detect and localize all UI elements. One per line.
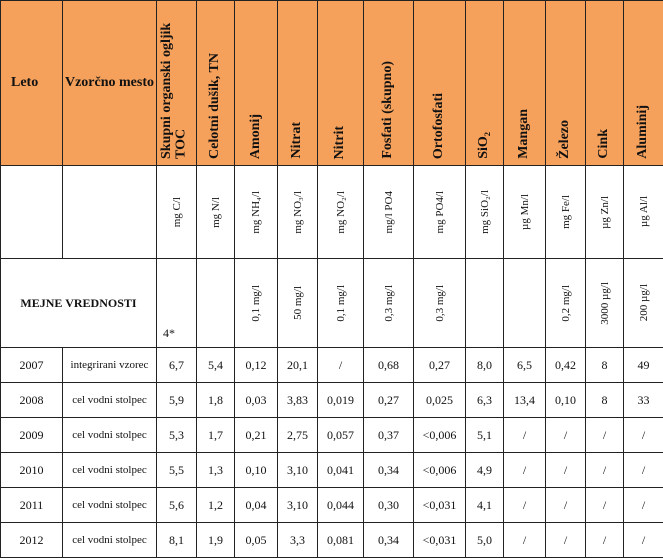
col-header-leto: Leto [1, 1, 63, 166]
cell-cink: / [586, 488, 624, 523]
unit-aluminij: µg Al/l [624, 166, 663, 259]
cell-cink: 8 [586, 383, 624, 418]
cell-mangan: / [504, 523, 546, 558]
cell-zelezo: 0,10 [546, 383, 586, 418]
cell-aluminij: / [624, 418, 663, 453]
unit-nitrat: mg NO₃/l [278, 166, 318, 259]
cell-year: 2011 [1, 488, 63, 523]
cell-ortofosfati: <0,006 [414, 418, 466, 453]
cell-toc: 5,6 [157, 488, 197, 523]
unit-amonij: mg NH₄/l [235, 166, 278, 259]
limit-ortofosfati: 0,3 mg/l [414, 259, 466, 348]
cell-ortofosfati: 0,27 [414, 348, 466, 383]
cell-sio2: 6,3 [466, 383, 504, 418]
cell-site: cel vodni stolpec [63, 383, 157, 418]
cell-nitrat: 3,10 [278, 453, 318, 488]
limit-mangan [504, 259, 546, 348]
cell-year: 2012 [1, 523, 63, 558]
cell-mangan: / [504, 418, 546, 453]
cell-amonij: 0,04 [235, 488, 278, 523]
cell-nitrit: 0,019 [318, 383, 364, 418]
cell-aluminij: 49 [624, 348, 663, 383]
table-row [1, 523, 663, 558]
cell-ortofosfati: 0,025 [414, 383, 466, 418]
cell-nitrit: 0,057 [318, 418, 364, 453]
cell-toc: 8,1 [157, 523, 197, 558]
cell-zelezo: / [546, 418, 586, 453]
cell-mangan: / [504, 488, 546, 523]
cell-amonij: 0,05 [235, 523, 278, 558]
limit-cink: 3000 µg/l [586, 259, 624, 348]
table-row [1, 383, 663, 418]
col-header-cink: Cink [586, 1, 624, 166]
unit-fosfati: mg/l PO4 [364, 166, 414, 259]
cell-year: 2010 [1, 453, 63, 488]
limit-nitrit: 0,1 mg/l [318, 259, 364, 348]
table-row [1, 488, 663, 523]
table-row [1, 348, 663, 383]
col-header-nitrat: Nitrat [278, 1, 318, 166]
cell-toc: 5,3 [157, 418, 197, 453]
cell-tn: 1,9 [197, 523, 235, 558]
cell-mangan: 6,5 [504, 348, 546, 383]
cell-tn: 1,2 [197, 488, 235, 523]
cell-nitrat: 2,75 [278, 418, 318, 453]
cell-amonij: 0,21 [235, 418, 278, 453]
col-header-aluminij: Aluminij [624, 1, 663, 166]
cell-cink: 8 [586, 348, 624, 383]
cell-nitrat: 3,83 [278, 383, 318, 418]
col-header-fosfati: Fosfati (skupno) [364, 1, 414, 166]
col-header-amonij: Amonij [235, 1, 278, 166]
limits-label: MEJNE VREDNOSTI [1, 259, 157, 348]
limit-sio2 [466, 259, 504, 348]
limit-zelezo: 0,2 mg/l [546, 259, 586, 348]
header-row [1, 1, 663, 166]
cell-cink: / [586, 523, 624, 558]
col-header-toc: Skupni organski ogljik TOC [157, 1, 197, 166]
cell-year: 2007 [1, 348, 63, 383]
cell-mangan: 13,4 [504, 383, 546, 418]
units-empty-site [63, 166, 157, 259]
cell-sio2: 4,1 [466, 488, 504, 523]
cell-tn: 1,3 [197, 453, 235, 488]
cell-cink: / [586, 418, 624, 453]
unit-toc: mg C/l [157, 166, 197, 259]
col-header-sio2: SiO₂ [466, 1, 504, 166]
unit-ortofosfati: mg PO4/l [414, 166, 466, 259]
cell-amonij: 0,10 [235, 453, 278, 488]
unit-mangan: µg Mn/l [504, 166, 546, 259]
cell-fosfati: 0,68 [364, 348, 414, 383]
cell-nitrat: 20,1 [278, 348, 318, 383]
limit-tn [197, 259, 235, 348]
table-row [1, 453, 663, 488]
col-header-mangan: Mangan [504, 1, 546, 166]
cell-nitrit: / [318, 348, 364, 383]
cell-aluminij: / [624, 523, 663, 558]
cell-tn: 1,7 [197, 418, 235, 453]
cell-tn: 1,8 [197, 383, 235, 418]
cell-site: cel vodni stolpec [63, 418, 157, 453]
cell-nitrit: 0,081 [318, 523, 364, 558]
cell-sio2: 5,0 [466, 523, 504, 558]
unit-zelezo: mg Fe/l [546, 166, 586, 259]
cell-mangan: / [504, 453, 546, 488]
unit-cink: µg Zn/l [586, 166, 624, 259]
cell-cink: / [586, 453, 624, 488]
cell-fosfati: 0,34 [364, 523, 414, 558]
cell-zelezo: 0,42 [546, 348, 586, 383]
col-header-ortofosfati: Ortofosfati [414, 1, 466, 166]
cell-site: integrirani vzorec [63, 348, 157, 383]
col-header-tn: Celotni dušik, TN [197, 1, 235, 166]
limit-fosfati: 0,3 mg/l [364, 259, 414, 348]
cell-zelezo: / [546, 523, 586, 558]
unit-nitrit: mg NO₂/l [318, 166, 364, 259]
cell-amonij: 0,03 [235, 383, 278, 418]
cell-sio2: 5,1 [466, 418, 504, 453]
unit-tn: mg N/l [197, 166, 235, 259]
cell-tn: 5,4 [197, 348, 235, 383]
col-header-nitrit: Nitrit [318, 1, 364, 166]
cell-year: 2008 [1, 383, 63, 418]
cell-amonij: 0,12 [235, 348, 278, 383]
table-row [1, 418, 663, 453]
limits-row [1, 259, 663, 348]
data-rows [1, 348, 663, 558]
cell-nitrit: 0,044 [318, 488, 364, 523]
cell-zelezo: / [546, 488, 586, 523]
cell-aluminij: 33 [624, 383, 663, 418]
cell-nitrit: 0,041 [318, 453, 364, 488]
units-row [1, 166, 663, 259]
cell-zelezo: / [546, 453, 586, 488]
cell-fosfati: 0,34 [364, 453, 414, 488]
cell-year: 2009 [1, 418, 63, 453]
cell-aluminij: / [624, 488, 663, 523]
units-empty-year [1, 166, 63, 259]
cell-site: cel vodni stolpec [63, 523, 157, 558]
col-header-vzorcno-mesto: Vzorčno mesto [63, 1, 157, 166]
limit-aluminij: 200 µg/l [624, 259, 663, 348]
cell-nitrat: 3,3 [278, 523, 318, 558]
cell-nitrat: 3,10 [278, 488, 318, 523]
cell-ortofosfati: <0,031 [414, 488, 466, 523]
cell-fosfati: 0,27 [364, 383, 414, 418]
cell-aluminij: / [624, 453, 663, 488]
limit-nitrat: 50 mg/l [278, 259, 318, 348]
limit-toc: 4* [157, 259, 197, 348]
cell-toc: 5,5 [157, 453, 197, 488]
cell-sio2: 4,9 [466, 453, 504, 488]
cell-fosfati: 0,30 [364, 488, 414, 523]
col-header-zelezo: Železo [546, 1, 586, 166]
cell-site: cel vodni stolpec [63, 453, 157, 488]
cell-sio2: 8,0 [466, 348, 504, 383]
cell-ortofosfati: <0,006 [414, 453, 466, 488]
cell-ortofosfati: <0,031 [414, 523, 466, 558]
limit-amonij: 0,1 mg/l [235, 259, 278, 348]
cell-toc: 6,7 [157, 348, 197, 383]
cell-site: cel vodni stolpec [63, 488, 157, 523]
cell-fosfati: 0,37 [364, 418, 414, 453]
cell-toc: 5,9 [157, 383, 197, 418]
unit-sio2: mg SiO₂/l [466, 166, 504, 259]
